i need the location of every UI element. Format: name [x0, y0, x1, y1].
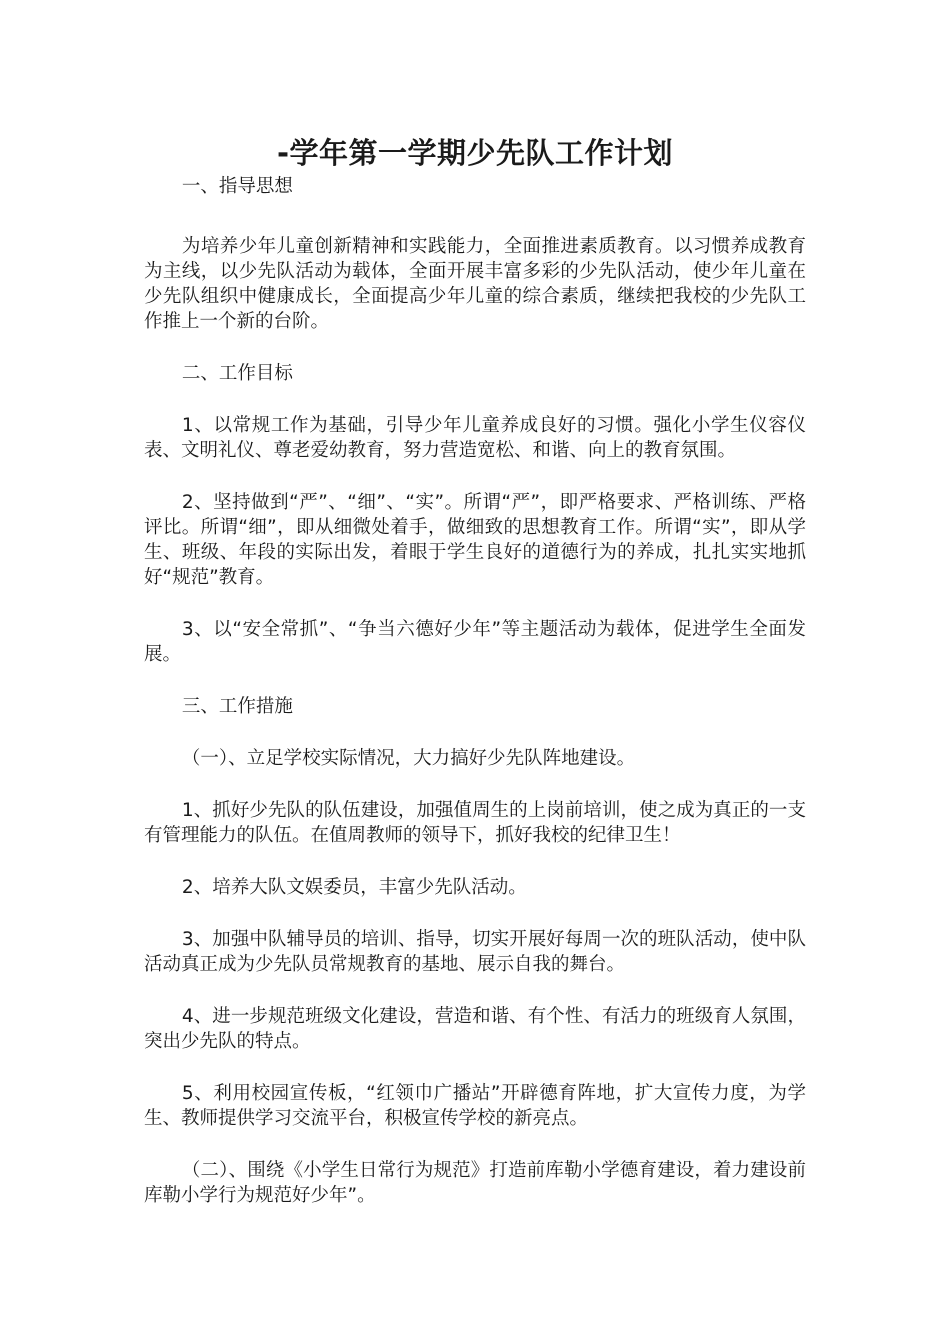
- subsection-heading-1: （一）、立足学校实际情况，大力搞好少先队阵地建设。: [181, 748, 636, 769]
- subsection-heading-2: （二）、围绕《小学生日常行为规范》打造前库勒小学德育建设，着力建设前库勒小学行为规范好少年”。: [144, 1160, 806, 1206]
- paragraph-goal-1: 1、以常规工作为基础，引导少年儿童养成良好的习惯。强化小学生仪容仪表、文明礼仪、尊老爱幼教育，努力营造宽松、和谐、向上的教育氛围。: [144, 415, 806, 461]
- section-heading-guiding-ideology: 一、指导思想: [181, 176, 293, 197]
- paragraph-goal-2: 2、坚持做到“严”、“细”、“实”。所谓“严”，即严格要求、严格训练、严格评比。所谓“细”，即从细微处着手，做细致的思想教育工作。所谓“实”，即从学生、班级、年段的实际出发，着眼于学生良好的道德行为的养成，扎扎实实地抓好“规范”教育。: [144, 492, 806, 588]
- paragraph-measure-5: 5、利用校园宣传板，“红领巾广播站”开辟德育阵地，扩大宣传力度，为学生、教师提供学习交流平台，积极宣传学校的新亮点。: [144, 1083, 806, 1129]
- paragraph-measure-1: 1、抓好少先队的队伍建设，加强值周生的上岗前培训，使之成为真正的一支有管理能力的队伍。在值周教师的领导下，抓好我校的纪律卫生！: [144, 800, 806, 846]
- paragraph-guiding-ideology: 为培养少年儿童创新精神和实践能力，全面推进素质教育。以习惯养成教育为主线，以少先队活动为载体，全面开展丰富多彩的少先队活动，使少年儿童在少先队组织中健康成长，全面提高少年儿童的综合素质，继续把我校的少先队工作推上一个新的台阶。: [144, 236, 806, 332]
- document-title: -学年第一学期少先队工作计划: [276, 136, 674, 170]
- paragraph-measure-3: 3、加强中队辅导员的培训、指导，切实开展好每周一次的班队活动，使中队活动真正成为少先队员常规教育的基地、展示自我的舞台。: [144, 929, 806, 975]
- paragraph-goal-3: 3、以“安全常抓”、“争当六德好少年”等主题活动为载体，促进学生全面发展。: [144, 619, 806, 665]
- paragraph-measure-2: 2、培养大队文娱委员，丰富少先队活动。: [181, 877, 527, 898]
- section-heading-work-goals: 二、工作目标: [181, 363, 293, 384]
- paragraph-measure-4: 4、进一步规范班级文化建设，营造和谐、有个性、有活力的班级育人氛围，突出少先队的特点。: [144, 1006, 806, 1052]
- document-body: [144, 174, 806, 1208]
- section-heading-work-measures: 三、工作措施: [181, 696, 293, 717]
